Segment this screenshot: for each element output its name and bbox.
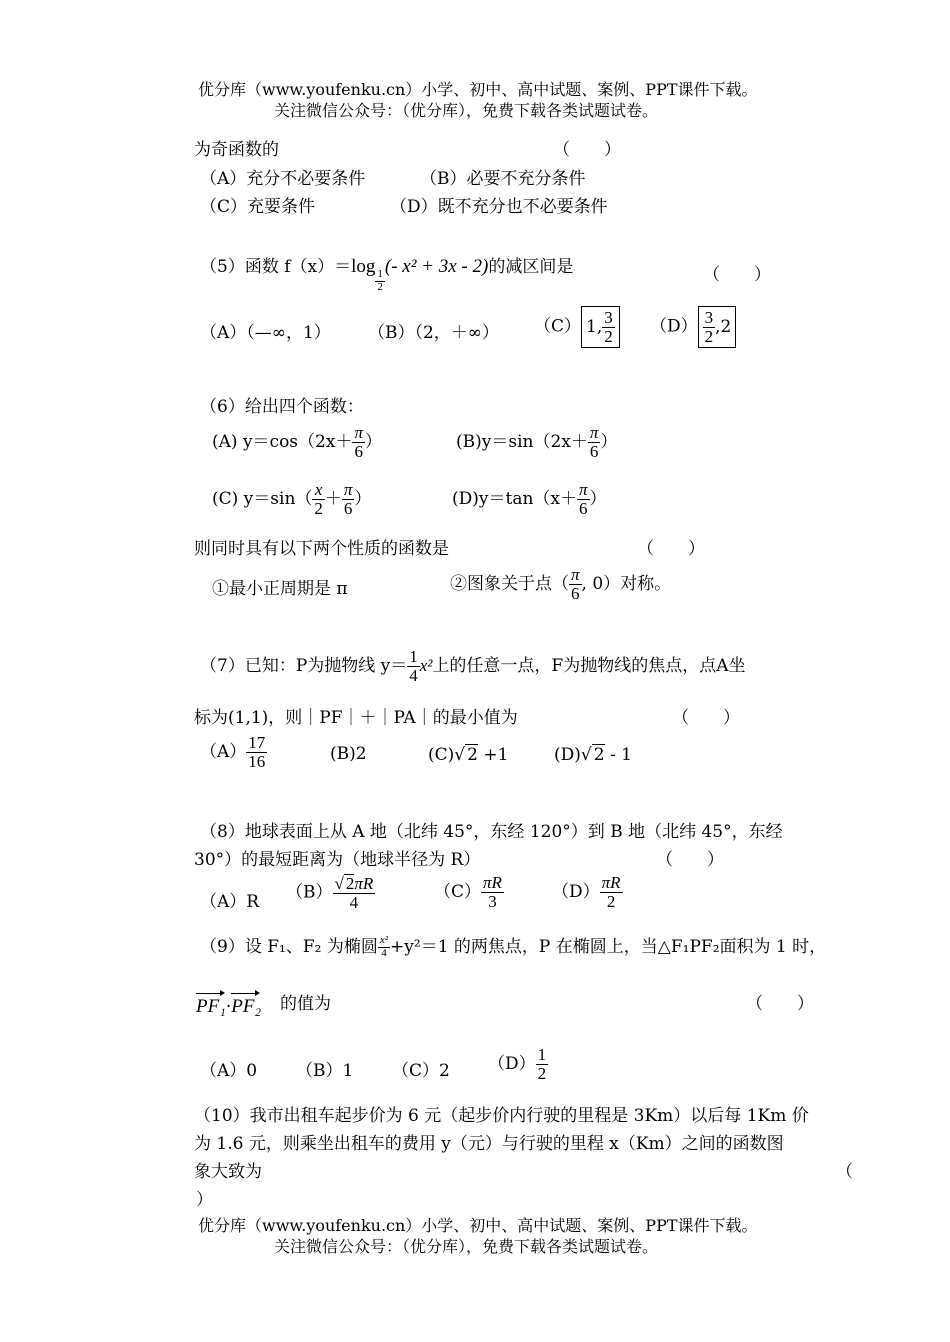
q9-denominator: 4 [378,947,390,960]
footer-line-1: 优分库（www.youfenku.cn）小学、初中、高中试题、案例、PPT课件下载。 [198,1216,758,1235]
q5-option-c-frac [602,309,615,346]
q6-a-frac [352,424,365,461]
q6-b-pi: π [589,423,599,442]
q6-c-text: (C) y＝sin（ [212,488,313,509]
q10-paren-close: ） [196,1190,213,1210]
q7-pre: （7）已知：P为抛物线 y＝ [200,655,408,676]
q5-option-c [534,306,620,348]
q7-a-numerator: 17 [248,733,266,752]
q8-option-c [434,874,504,911]
q6-d-close: ） [589,488,607,509]
q10-line-2: 为 1.6 元，则乘坐出租车的费用 y（元）与行驶的里程 x（Km）之间的函数图 [194,1134,784,1154]
header-line-1: 优分库（www.youfenku.cn）小学、初中、高中试题、案例、PPT课件下载。 [198,80,758,99]
q8-d-numerator: πR [601,873,621,892]
q9-option-c: （C）2 [392,1061,450,1081]
q5-base-denominator: 2 [377,281,383,293]
q4-option-d: （D）既不充分也不必要条件 [390,197,608,217]
q6-c-close: ） [354,488,372,509]
q5-option-d-interval [698,306,737,348]
q5-log: log [351,256,376,277]
q9-frac [378,935,390,959]
q6-b-text: (B)y＝sin（2x＋ [456,431,588,452]
q9-paren: （ ） [746,994,814,1014]
q5-option-d-frac [703,309,716,346]
q7-a-denominator: 16 [248,751,266,771]
q6-b-six: 6 [588,442,601,461]
q9-option-b: （B）1 [296,1061,354,1081]
q5-suffix: 的减区间是 [488,257,574,277]
q7-c-label: (C) [428,745,455,765]
q9-option-a: （A）0 [200,1061,258,1081]
q6-d-pi: π [579,480,588,499]
q6-b-close: ） [600,431,618,452]
q7-a-label: （A） [200,741,247,762]
q10-paren-open: （ [836,1162,853,1182]
q5-option-d-label: （D） [650,316,698,337]
q9-tail: 的值为 [280,994,331,1014]
q8-b-frac [333,874,376,912]
q8-c-denominator: 3 [481,892,504,911]
q7-post: 上的任意一点，F为抛物线的焦点，点A坐 [432,655,746,676]
q6-stem: （6）给出四个函数： [200,397,364,417]
q4-tail: 为奇函数的 [194,140,279,160]
q6-option-c [212,481,371,518]
q6-property-2 [450,566,671,603]
q7-c-root: 2 [467,745,478,765]
q5-option-c-numerator: 3 [604,308,613,328]
q7-option-a [200,734,267,771]
q6-a-pi: π [354,423,363,442]
q5-paren: （ ） [703,265,771,285]
q4-option-a: （A）充分不必要条件 [200,169,366,189]
q7-option-b: (B)2 [330,744,367,764]
q8-d-frac [600,874,623,911]
footer-line-2: 关注微信公众号：（优分库），免费下载各类试题试卷。 [274,1237,659,1256]
q8-d-label: （D） [552,881,600,902]
q7-frac [407,648,420,685]
q6-p2-frac [569,566,582,603]
q8-b-numerator: √ 2πR [334,874,374,893]
q8-b-pir: πR [354,874,374,893]
q9-vector-pf1: PF₁ [196,996,226,1017]
q8-c-numerator: πR [483,873,502,892]
header-line-2: 关注微信公众号：（优分库），免费下载各类试题试卷。 [274,101,659,120]
q10-line-3: 象大致为 [194,1162,262,1182]
q9-option-d [488,1046,548,1083]
q8-b-denominator: 4 [333,893,376,912]
q7-d-tail: - 1 [604,745,632,765]
q7-option-d: (D)√ 2 - 1 [554,745,632,765]
q6-property-1: ①最小正周期是 π [212,579,348,599]
q4-paren: （ ） [553,140,621,160]
q9-d-numerator: 1 [537,1045,547,1064]
q8-b-root: 2 [345,874,355,893]
q6-c-frac-pi [342,481,355,518]
q7-d-label: (D) [554,745,581,765]
q5-option-c-left: 1, [586,317,603,337]
q6-c-frac-x [312,481,325,518]
q7-line-2: 标为(1,1)，则｜PF｜＋｜PA｜的最小值为 [194,708,518,728]
q5-log-base [375,269,385,293]
q7-paren: （ ） [672,708,740,728]
q9-dot: · [225,997,232,1017]
q9-vector-pf2: PF₂ [231,996,262,1017]
q6-option-b [456,424,617,461]
q8-paren: （ ） [656,850,724,870]
q5-option-d-denominator: 2 [704,327,714,346]
q7-d-root: 2 [593,745,605,765]
q6-c-x: x [314,480,323,499]
q8-c-frac [481,874,504,911]
q9-d-label: （D） [488,1053,536,1074]
q6-option-d [452,481,607,518]
q9-d-frac [536,1046,549,1083]
q6-a-close: ） [364,431,382,452]
q7-variable: x² [419,655,433,675]
q6-c-pi: π [343,480,353,499]
q8-c-label: （C） [434,881,482,902]
q8-line-1: （8）地球表面上从 A 地（北纬 45°，东经 120°）到 B 地（北纬 45°，东经 [200,822,783,842]
q6-a-six: 6 [352,442,365,461]
q9-numerator: x² [379,934,389,947]
q5-option-b: （B）（2，＋∞） [368,323,499,343]
q9-d-denominator: 2 [537,1063,547,1083]
q6-option-a [212,424,382,461]
q6-d-text: (D)y＝tan（x＋ [452,488,578,509]
q6-d-frac [577,481,590,518]
q5-option-d-right: ,2 [715,317,732,337]
q5-option-c-denominator: 2 [604,327,613,346]
q6-a-text: (A) y＝cos（2x＋ [212,431,353,452]
q6-p2-pi: π [571,565,580,584]
q5-argument: (- x² + 3x - 2) [384,256,489,277]
q6-c-plus: ＋ [324,488,342,509]
q5-option-c-interval [581,306,620,348]
q6-ask: 则同时具有以下两个性质的函数是 [194,539,449,559]
q7-denominator: 4 [409,665,418,685]
q6-d-six: 6 [577,499,590,518]
q6-paren: （ ） [637,539,705,559]
q7-c-tail: +1 [477,745,509,765]
q6-c-six: 6 [342,499,355,518]
q8-option-d [552,874,623,911]
q8-b-label: （B） [286,882,333,903]
q6-p2-tail: , 0）对称。 [581,573,672,594]
q9-vector-expression [196,996,261,1018]
q8-line-2: 30°）的最短距离为（地球半径为 R） [194,850,481,870]
q8-option-a: （A）R [200,892,260,912]
q5-option-d-numerator: 3 [704,308,714,328]
q5-option-a: （A）（—∞，1） [200,323,331,343]
q6-p2-text: ②图象关于点（ [450,573,569,594]
q5-option-c-label: （C） [534,316,582,337]
q8-d-denominator: 2 [600,892,623,911]
q7-option-c: (C)√ 2 +1 [428,745,509,765]
q6-b-frac [588,424,601,461]
q4-option-c: （C）充要条件 [200,197,316,217]
q5-option-d [650,306,736,348]
q5-prefix: （5）函数 f（x）＝ [200,257,352,277]
q5-stem [200,252,573,294]
q4-option-b: （B）必要不充分条件 [420,169,586,189]
q7-a-frac [246,734,267,771]
q9-post: +y²＝1 的两焦点，P 在椭圆上，当△F₁PF₂面积为 1 时， [390,937,827,957]
q8-option-b [286,874,375,912]
q6-c-two: 2 [314,498,323,518]
q10-line-1: （10）我市出租车起步价为 6 元（起步价内行驶的里程是 3Km）以后每 1Km 价 [194,1106,809,1126]
q9-pre: （9）设 F₁、F₂ 为椭圆 [200,937,378,957]
q7-numerator: 1 [409,647,418,666]
q7-stem [200,648,746,685]
q6-p2-six: 6 [569,584,582,603]
q9-stem [200,932,826,960]
q5-base-numerator: 1 [377,268,383,281]
